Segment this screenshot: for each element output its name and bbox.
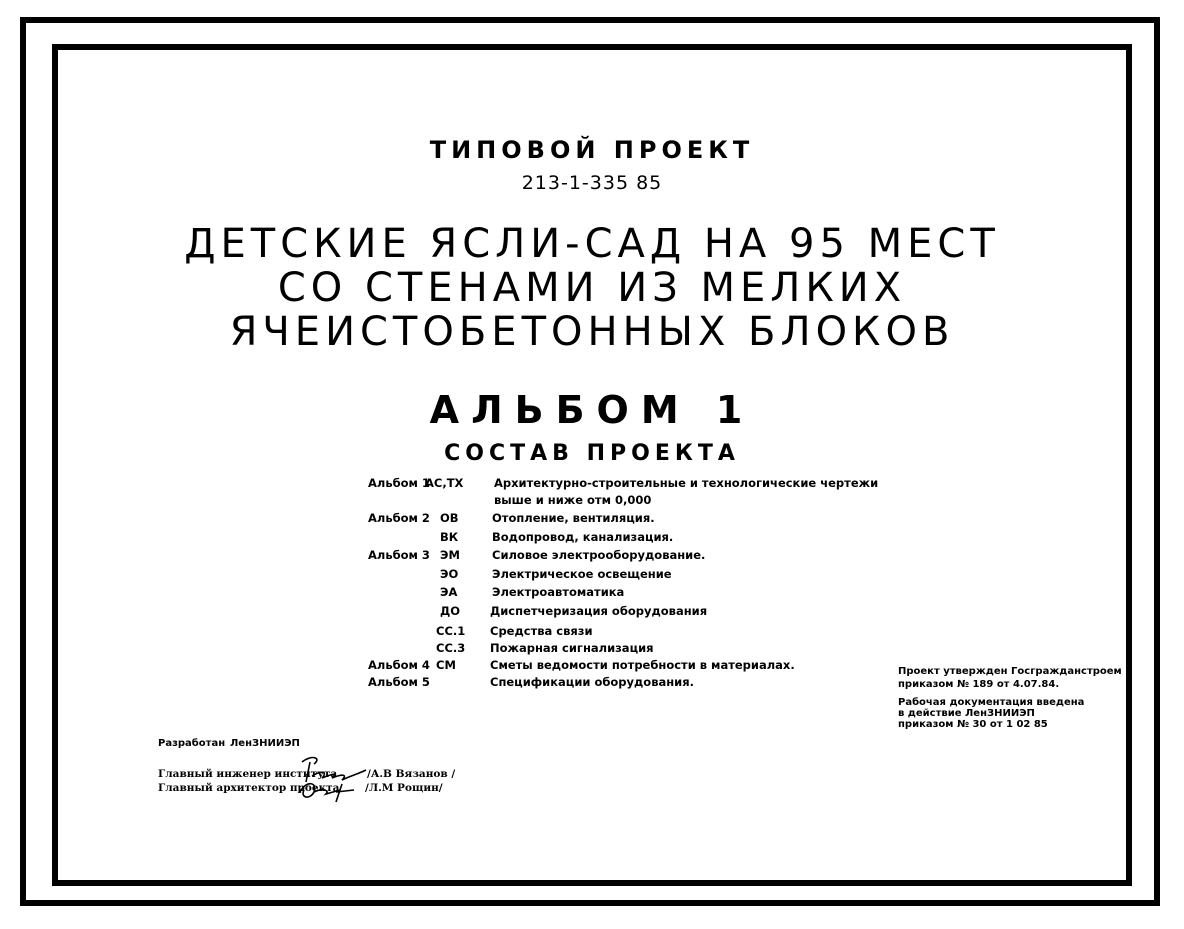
composition-code: СС.1 [436,624,466,638]
composition-description: Сметы ведомости потребности в материалах. [490,658,795,672]
title-line-2: СО СТЕНАМИ ИЗ МЕЛКИХ [277,265,907,311]
composition-album: Альбом 5 [368,675,430,689]
composition-heading: СОСТАВ ПРОЕКТА [444,441,740,466]
approval-line-3: Рабочая документация введена [898,697,1085,708]
composition-description: Архитектурно-строительные и технологические чертежи [494,476,879,490]
composition-description: Водопровод, канализация. [492,530,674,544]
title-line-3: ЯЧЕИСТОБЕТОННЫХ БЛОКОВ [229,309,955,355]
composition-description: Пожарная сигнализация [490,641,654,655]
composition-album: Альбом 2 [368,511,430,525]
approval-line-2: приказом № 189 от 4.07.84. [898,679,1060,690]
approval-line-5: приказом № 30 от 1 02 85 [898,719,1048,730]
composition-description: Силовое электрооборудование. [492,548,706,562]
composition-code: ВК [440,530,459,544]
composition-code: ЭА [440,585,458,599]
composition-description: Электроавтоматика [492,585,625,599]
composition-album: Альбом 4 [368,658,430,672]
composition-album: Альбом 1 [368,476,430,490]
composition-description: выше и ниже отм 0,000 [494,493,652,507]
composition-code: ОВ [440,511,459,525]
project-type: ТИПОВОЙ ПРОЕКТ [429,136,755,164]
developer-label: Разработан [158,738,226,749]
composition-description: Электрическое освещение [492,567,672,581]
developer-org: ЛенЗНИИЭП [230,738,300,749]
composition-code: ДО [440,604,461,618]
signature-chief-architect [296,778,366,804]
composition-description: Спецификации оборудования. [490,675,694,689]
approval-line-1: Проект утвержден Госгражданстроем [898,666,1122,677]
chief-engineer-role: Главный инженер института [158,768,338,780]
chief-engineer-name: /А.В Вязанов / [367,768,456,780]
project-number: 213-1-335 85 [521,172,663,194]
composition-album: Альбом 3 [368,548,430,562]
album-heading: АЛЬБОМ 1 [429,388,755,432]
composition-code: ЭМ [440,548,460,562]
composition-code: СС.3 [436,641,466,655]
chief-architect-role: Главный архитектор проекта [158,782,340,794]
composition-code: АС,ТХ [425,476,464,490]
composition-description: Средства связи [490,624,593,638]
title-line-1: ДЕТСКИЕ ЯСЛИ-САД НА 95 МЕСТ [184,221,1000,267]
chief-architect-name: /Л.М Рощин/ [365,782,443,794]
composition-code: ЭО [440,567,459,581]
approval-line-4: в действие ЛенЗНИИЭП [898,708,1035,719]
composition-description: Диспетчеризация оборудования [490,604,708,618]
composition-description: Отопление, вентиляция. [492,511,655,525]
composition-code: СМ [436,658,456,672]
